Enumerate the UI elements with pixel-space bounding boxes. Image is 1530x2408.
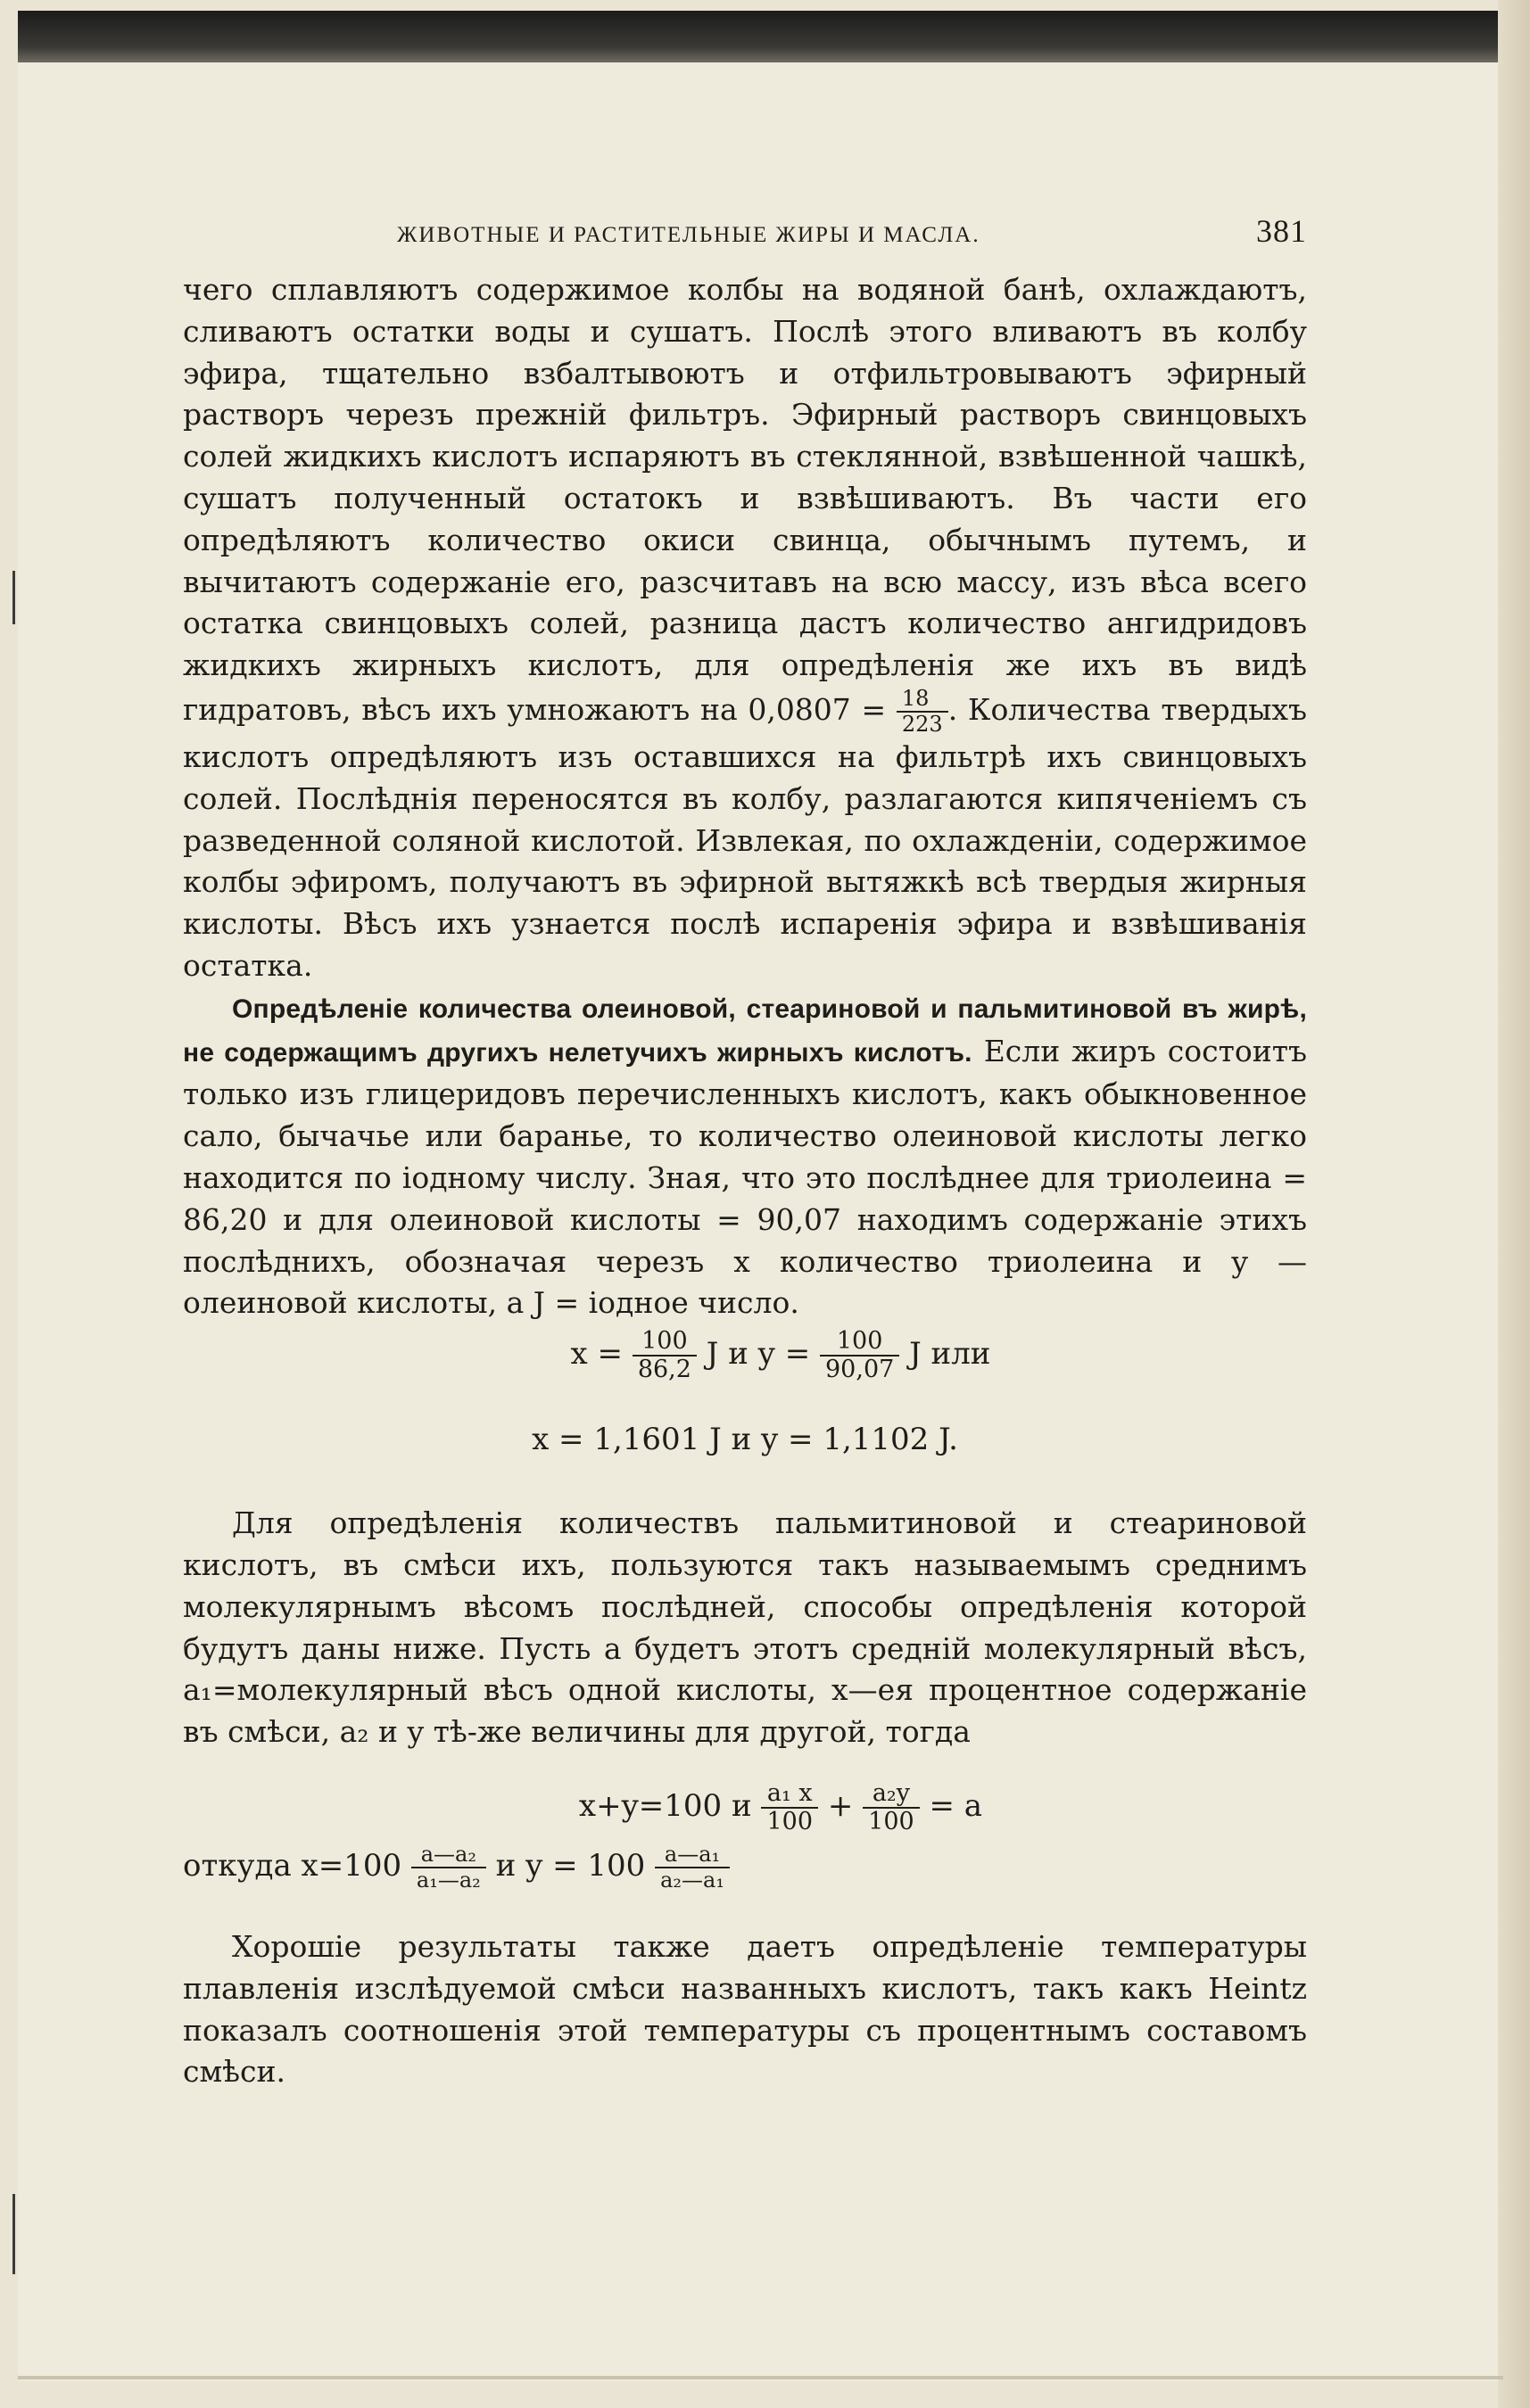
fraction-numerator: a—a₁ (664, 1841, 721, 1867)
fraction-denominator: a₁—a₂ (411, 1867, 486, 1893)
eq1-middle: J и y = (706, 1336, 811, 1373)
section-heading: Опредѣленіе количества олеиновой, стеариновой и пальмитиновой въ жирѣ, не содержащимъ другихъ нелетучихъ жирныхъ кислотъ. (183, 994, 1307, 1068)
fraction-numerator: 100 (641, 1327, 688, 1356)
fraction-numerator: a—a₂ (420, 1841, 476, 1867)
fraction-denominator: 100 (863, 1807, 920, 1835)
paragraph-2 (183, 987, 1307, 1324)
scan-bottom-edge (18, 2376, 1503, 2379)
page-content (183, 212, 1307, 2093)
running-title: ЖИВОТНЫЕ И РАСТИТЕЛЬНЫЕ ЖИРЫ И МАСЛА. (397, 223, 980, 247)
eq3-lhs: x+y=100 и (578, 1787, 752, 1824)
fraction-18-223 (897, 687, 948, 737)
paragraph-4: Хорошіе результаты также даетъ опредѣленіе температуры плавленія изслѣдуемой смѣси названныхъ кислотъ, такъ какъ Heintz показалъ соотношенія этой температуры съ процентнымъ составомъ смѣси. (183, 1928, 1307, 2090)
fraction-numerator: a₂y (872, 1778, 910, 1807)
eq4-fraction-2 (655, 1843, 730, 1893)
equation-2: x = 1,1601 J и y = 1,1102 J. (532, 1422, 958, 1458)
equation-1 (183, 1328, 1307, 1383)
eq1-fraction-2 (820, 1328, 899, 1383)
fraction-denominator: 90,07 (820, 1355, 899, 1383)
eq3-fraction-2 (863, 1780, 920, 1835)
equation-3 (183, 1780, 1307, 1835)
paragraph-1-text-b: . Количества твердыхъ кислотъ опредѣляютъ изъ оставшихся на фильтрѣ ихъ свинцовыхъ солей. Послѣднія переносятся въ колбу, разлагаются кипяченіемъ съ разведенной соляной кислотой. Извлекая, по охлажденіи, содержимое колбы эфиромъ, получаютъ въ эфирной вытяжкѣ всѣ твердыя жирныя кислоты. Вѣсъ ихъ узнается послѣ испаренія эфира и взвѣшиванія остатка. (183, 691, 1307, 983)
eq4-fraction-1 (411, 1843, 486, 1893)
eq4-middle: и y = 100 (495, 1847, 646, 1884)
running-head (397, 212, 1307, 250)
equation-4 (183, 1843, 1307, 1893)
eq3-fraction-1 (761, 1780, 818, 1835)
paragraph-3: Для опредѣленія количествъ пальмитиновой и стеариновой кислотъ, въ смѣси ихъ, пользуются такъ называемымъ среднимъ молекулярнымъ вѣсомъ послѣдней, способы опредѣленія которой будутъ даны ниже. Пусть a будетъ этотъ средній молекулярный вѣсъ, a₁=молекулярный вѣсъ одной кислоты, x—ея процентное содержаніе въ смѣси, a₂ и y тѣ-же величины для другой, тогда (183, 1505, 1307, 1750)
scan-left-mark (12, 571, 15, 624)
fraction-numerator: 100 (836, 1327, 883, 1356)
paragraph-2-text: Если жиръ состоитъ только изъ глицеридовъ перечисленныхъ кислотъ, какъ обыкновенное сало, бычачье или баранье, то количество олеиновой кислоты легко находится по іодному числу. Зная, что это послѣднее для триолеина = 86,20 и для олеиновой кислоты = 90,07 находимъ содержаніе этихъ послѣднихъ, обозначая черезъ x количество триолеина и y — олеиновой кислоты, а J = іодное число. (183, 1033, 1307, 1321)
fraction-denominator: 86,2 (633, 1355, 697, 1383)
eq1-tail: J или (909, 1336, 991, 1373)
scan-right-edge (1498, 0, 1530, 2408)
fraction-denominator: 223 (897, 711, 948, 737)
eq3-rhs: = a (929, 1787, 983, 1824)
scan-top-edge (18, 11, 1503, 62)
paragraph-1-text-a: чего сплавляютъ содержимое колбы на водяной банѣ, охлаждаютъ, сливаютъ остатки воды и сушатъ. Послѣ этого вливаютъ въ колбу эфира, тщательно взбалтывоютъ и отфильтровываютъ эфирный растворъ черезъ прежній фильтръ. Эфирный растворъ свинцовыхъ солей жидкихъ кислотъ испаряютъ въ стеклянной, взвѣшенной чашкѣ, сушатъ полученный остатокъ и взвѣшиваютъ. Въ части его опредѣляютъ количество окиси свинца, обычнымъ путемъ, и вычитаютъ содержаніе его, разсчитавъ на всю массу, изъ вѣса всего остатка свинцовыхъ солей, разница дастъ количество ангидридовъ жидкихъ жирныхъ кислотъ, для опредѣленія же ихъ въ видѣ гидратовъ, вѣсъ ихъ умножаютъ на 0,0807 = (183, 272, 1307, 727)
scan-left-mark (12, 2194, 15, 2274)
fraction-denominator: a₂—a₁ (655, 1867, 730, 1893)
eq1-lhs: x = (570, 1336, 624, 1373)
fraction-numerator: 18 (901, 685, 930, 711)
paragraph-1 (183, 269, 1307, 987)
eq1-fraction-1 (633, 1328, 697, 1383)
fraction-denominator: 100 (761, 1807, 818, 1835)
fraction-numerator: a₁ x (766, 1778, 813, 1807)
eq3-plus: + (827, 1787, 854, 1824)
page-number: 381 (1256, 213, 1307, 249)
eq4-prefix: откуда x=100 (183, 1847, 402, 1884)
